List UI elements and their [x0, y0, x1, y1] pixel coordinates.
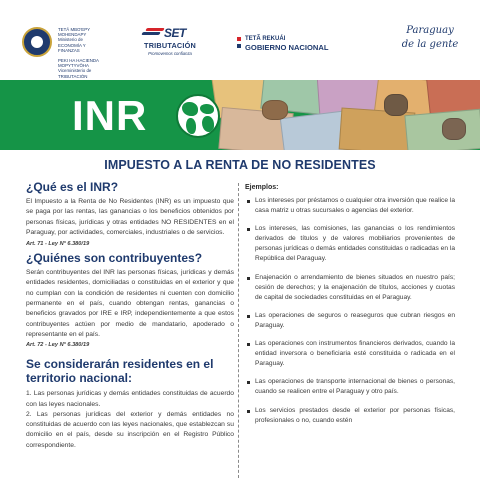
ministry-line: MOPYTYVÕHA [58, 63, 89, 69]
document-title: IMPUESTO A LA RENTA DE NO RESIDENTES [104, 158, 376, 172]
example-text: Las operaciones de seguros o reaseguros que cubran riesgos en Paraguay. [255, 311, 455, 329]
ministry-line: ECONOMÍA Y [58, 42, 86, 48]
bullet-icon [247, 200, 250, 203]
slogan-logo [392, 24, 468, 52]
section-text-contributors: Serán contribuyentes del INR las personas físicas, jurídicas y demás entidades residentes, domiciliadas o constituidas en el exterior y que no cumplan con la condición de residentes ni cuenten con domicilio permanente en el país, cuando obtengan rentas, ganancias o beneficios gravados por IRE e IRP, independientemente a que estos contribuyentes actúen por medio de mandatario, apoderado o representante en el país. [26, 269, 234, 338]
flag-mark-icon [237, 37, 241, 41]
list-item [245, 339, 455, 369]
government-line-1: TETÃ REKUÁI [245, 36, 286, 42]
bullet-icon [247, 343, 250, 346]
list-item [245, 377, 455, 397]
ministry-line: TRIBUTACIÓN [58, 73, 88, 79]
bullet-icon [247, 410, 250, 413]
set-logo [140, 24, 200, 60]
bullet-icon [247, 228, 250, 231]
example-text: Las operaciones con instrumentos financieros derivados, cuando la entidad inversora o beneficiaria esté constituida o radicada en el Paraguay. [255, 340, 455, 368]
ministry-line: FINANZAS [58, 47, 80, 53]
example-text: Los intereses, las comisiones, las ganancias o los rendimientos derivados de títulos y de valores mobiliarios provenientes de personas jurídicas o demás entidades constituidas o radicadas en la República del Paraguay. [255, 225, 455, 263]
ministry-logo-text [58, 27, 130, 79]
list-item [245, 196, 455, 216]
banknote-portrait [262, 100, 288, 120]
residents-item-2: 2. Las personas jurídicas del exterior y demás entidades no constituidas de acuerdo con las leyes nacionales, que establezcan su domicilio en el país, desde su inscripción en el Registro Público correspondiente. [26, 410, 234, 449]
section-heading-what-is-inr: ¿Qué es el INR? [26, 180, 119, 194]
hero-banner [0, 80, 480, 150]
section-heading-residents: Se considerarán residentes en el territorio nacional: [26, 357, 214, 386]
right-column [245, 184, 455, 434]
banknotes-image [200, 80, 480, 150]
example-text: Los servicios prestados desde el exterior por personas físicas, profesionales o no, cuando estén [255, 406, 455, 424]
list-item [245, 311, 455, 331]
example-text: Los intereses por préstamos o cualquier otra inversión que realice la casa matriz u otras sucursales o agencias del exterior. [255, 197, 455, 215]
examples-heading: Ejemplos: [245, 184, 279, 191]
hero-title: INR [72, 92, 148, 139]
law-reference: Art. 72 - Ley N° 6.380/19 [26, 342, 90, 349]
set-mark-icon [142, 28, 164, 38]
law-reference: Art. 71 - Ley N° 6.380/19 [26, 241, 90, 248]
list-item [245, 224, 455, 264]
section-text-what-is-inr: El Impuesto a la Renta de No Residentes (INR) es un impuesto que se paga por las rentas, las ganancias o los beneficios obtenidos por personas físicas, jurídicas y otras entidades NO RESIDENTES en el Paraguay, por actividades, comerciales, industriales o de servicios. [26, 198, 234, 236]
globe-icon [176, 94, 220, 138]
set-name: SET [164, 26, 186, 40]
government-line-2: GOBIERNO NACIONAL [245, 43, 329, 52]
list-item [245, 406, 455, 426]
bullet-icon [247, 277, 250, 280]
column-divider [238, 183, 239, 480]
logo-header [0, 0, 480, 80]
set-tagline: Promovemos confianza [148, 51, 192, 56]
slogan-line-1: Paraguay [406, 25, 454, 36]
ministry-line: TETÃ MBO'EPY [58, 27, 91, 32]
banknote-portrait [384, 94, 408, 116]
national-seal-icon [22, 27, 52, 57]
set-subtitle: TRIBUTACIÓN [144, 41, 196, 50]
bullet-icon [247, 381, 250, 384]
ministry-line: MOHENDAPY [58, 32, 87, 38]
ministry-line: Viceministerio de [58, 68, 92, 74]
left-column [26, 180, 234, 451]
ministry-line: PEKI HA HACIENDA [58, 58, 99, 64]
bullet-icon [247, 315, 250, 318]
list-item [245, 273, 455, 303]
flag-mark-icon [237, 44, 241, 48]
example-text: Las operaciones de transporte internacional de bienes o personas, cuando se realicen entre el Paraguay y otro país. [255, 378, 455, 396]
residents-item-1: 1. Las personas jurídicas y demás entidades constituidas de acuerdo con las leyes nacionales. [26, 390, 234, 408]
ministry-line: Ministerio de [58, 37, 83, 43]
banknote-portrait [442, 118, 466, 140]
section-heading-contributors: ¿Quiénes son contribuyentes? [26, 251, 203, 266]
examples-list [245, 196, 455, 426]
slogan-line-2: de la gente [401, 39, 459, 50]
example-text: Enajenación o arrendamiento de bienes situados en nuestro país; cesión de derechos; y la enajenación de títulos, acciones y cuotas de capital de sociedades constituidas en el Paraguay. [255, 273, 455, 301]
